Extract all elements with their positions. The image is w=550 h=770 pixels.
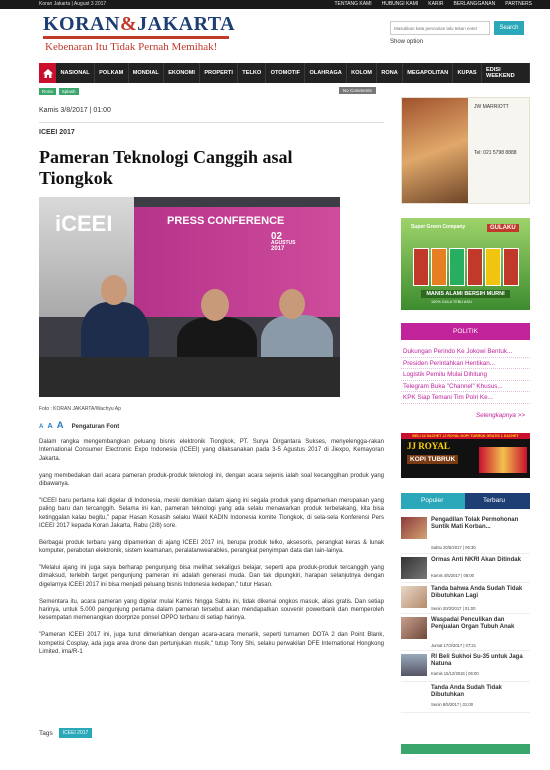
ad-gulaku[interactable] bbox=[401, 218, 530, 310]
nav-nasional[interactable]: NASIONAL bbox=[56, 63, 95, 83]
article-paragraph: Sementara itu, acara pameran yang digelar mulai Kamis hingga Sabtu ini, tidak dikenai ongkos masuk, alias gratis. Dan setiap harinya, untuk 5.000 pengunjung pertama dalam pameran tersebut akan mendapatkan souvenir powerbank dan memperoleh kesempatan memenangkan doorprize ponsel OPPO terbaru di setiap harinya. bbox=[39, 598, 384, 622]
list-item-date: Jumat 17/3/2017 | 07:21 bbox=[431, 643, 477, 648]
photo-person-right-head bbox=[279, 289, 305, 319]
nav-properti[interactable]: PROPERTI bbox=[200, 63, 238, 83]
ad-jj-royal[interactable] bbox=[401, 433, 530, 478]
nav-polkam[interactable]: POLKAM bbox=[95, 63, 129, 83]
nav-kupas[interactable]: KUPAS bbox=[453, 63, 482, 83]
ad-package bbox=[485, 248, 501, 286]
font-size-medium-button[interactable]: A bbox=[47, 421, 53, 430]
article-kicker: ICEEI 2017 bbox=[39, 129, 75, 136]
politik-list bbox=[401, 346, 530, 404]
thumbnail bbox=[401, 586, 427, 608]
list-item-title: Pengadilan Tolak Permohonan Suntik Mati Korban... bbox=[431, 517, 519, 530]
top-link-hubungi-kami[interactable]: HUBUNGI KAMI bbox=[381, 1, 419, 7]
search-input[interactable] bbox=[390, 21, 490, 35]
ad-telephone: Tel: 021 5798 8888 bbox=[474, 150, 517, 156]
ad-package bbox=[413, 248, 429, 286]
tab-terbaru[interactable]: Terbaru bbox=[465, 493, 530, 509]
list-item[interactable] bbox=[401, 514, 530, 554]
nav-ekonomi[interactable]: EKONOMI bbox=[164, 63, 200, 83]
ad-brand-super-green: Super Green Company bbox=[411, 224, 466, 230]
ad-brand: JW MARRIOTT bbox=[474, 104, 509, 110]
list-item-date: Sabtu 20/5/2017 | 06:30 bbox=[431, 545, 476, 550]
politik-item[interactable]: Telegram Buka "Channel" Khusus... bbox=[401, 381, 530, 393]
ad-product-image bbox=[479, 447, 527, 473]
list-item-date: Kamis 15/12/2016 | 06:00 bbox=[431, 671, 479, 676]
list-item[interactable] bbox=[401, 554, 530, 583]
article-paragraph: "ICEEI baru pertama kali digelar di Indonesia, meski demikian dalam ajang ini segala produk yang dipamerkan merupakan yang paling baru dan tercanggih. Selama ini kan, pameran teknologi yang ada selalu menawarkan produk terbelakang, kita bisa ketinggalan kalau begitu," papar Hasan Kosasih selaku Wakil KADIN Indonesia komite Tiongkok, di sela-sela Konferensi Pers ICEEI 2017 kepada Koran Jakarta, Rabu (2/8) sore. bbox=[39, 497, 384, 530]
nav-telko[interactable]: TELKO bbox=[238, 63, 266, 83]
top-bar-links bbox=[324, 1, 532, 7]
breadcrumb bbox=[39, 88, 82, 95]
site-logo[interactable] bbox=[43, 13, 243, 59]
ad-product-name: KOPI TUBRUK bbox=[407, 455, 458, 464]
show-option-link[interactable]: Show option bbox=[390, 39, 424, 45]
selengkapnya-link[interactable]: Selengkapnya >> bbox=[476, 412, 526, 419]
nav-kolom[interactable]: KOLOM bbox=[347, 63, 377, 83]
photo-date-year: 2017 bbox=[271, 246, 285, 252]
nav-otomotif[interactable]: OTOMOTIF bbox=[266, 63, 305, 83]
ad-package bbox=[431, 248, 447, 286]
article-body bbox=[39, 438, 384, 665]
logo-underline bbox=[43, 36, 229, 39]
photo-iceei-logo: iCEEI bbox=[55, 211, 113, 236]
ad-crowd-photo bbox=[402, 98, 468, 204]
ad-package bbox=[467, 248, 483, 286]
top-link-karir[interactable]: KARIR bbox=[428, 1, 444, 7]
site-tagline: Kebenaran Itu Tidak Pernah Memihak! bbox=[45, 41, 218, 53]
list-item-title: Tanda Anda Sudah Tidak Dibutuhkan bbox=[431, 685, 502, 698]
ad-brand-gulaku: GULAKU bbox=[487, 224, 519, 232]
nav-olahraga[interactable]: OLAHRAGA bbox=[305, 63, 347, 83]
home-icon bbox=[43, 69, 53, 78]
article-paragraph: Dalam rangka mengembangkan peluang bisnis elektronik Tiongkok, PT. Surya Dirgantara Sukses, menyelengga-rakan International Consumer Electronic Expo Indonesia (ICEEI) yang dilaksanakan pada 3-5 Agustus 2017 di Jiexpo, Kemayoran Jakarta. bbox=[39, 439, 384, 462]
politik-item[interactable]: Logistik Pemilu Mulai Dihitung bbox=[401, 369, 530, 381]
thumbnail bbox=[401, 617, 427, 639]
article-paragraph: Berbagai produk terbaru yang dipamerkan di ajang ICEEI 2017 ini, berupa produk telko, aksesoris, perangkat keras & lunak komputer, perabotan elektronik, sistem keamanan, peralatanwearables, perangkat penyimpan data dan lain-lainya. bbox=[39, 539, 384, 555]
thumbnail bbox=[401, 685, 427, 707]
list-item-date: Kamis 4/5/2017 | 06:00 bbox=[431, 573, 474, 578]
article-paragraph: "Melalui ajang ini juga saya berharap pengunjung bisa melihat sekaligus belajar, seperti apa produk-produk tercanggih yang dimaksud, terlebih target pengunjung pameran ini adalah generasi muda. Dan tak dipungkiri, harapan selanjutnya dengan digelarnya ICEEI 2017 ini bisa menjadi peluang bisnis Indonesia kedepan," tutur Hasan. bbox=[39, 565, 384, 588]
photo-press-date bbox=[271, 231, 295, 252]
home-button[interactable] bbox=[39, 63, 56, 83]
tag-iceei-2017[interactable]: ICEEI 2017 bbox=[59, 728, 93, 738]
list-item-title: RI Beli Sukhoi Su-35 untuk Jaga Natuna bbox=[431, 654, 523, 667]
photo-date-month: AGUSTUS bbox=[271, 240, 296, 246]
top-bar-date: Koran Jakarta | August 3 2017 bbox=[39, 1, 107, 7]
ad-package bbox=[503, 248, 519, 286]
list-item[interactable] bbox=[401, 651, 530, 682]
article-tags bbox=[39, 728, 92, 738]
tab-populer[interactable]: Populer bbox=[401, 493, 465, 509]
article-photo bbox=[39, 197, 340, 397]
logo-word-koran: KORAN bbox=[43, 13, 120, 35]
nav-edisi-weekend[interactable]: EDISI WEEKEND bbox=[482, 63, 530, 83]
list-item-date: Senin 8/5/2017 | 01:00 bbox=[431, 702, 474, 707]
photo-person-left-head bbox=[101, 275, 127, 305]
article-date: Kamis 3/8/2017 | 01:00 bbox=[39, 107, 111, 114]
thumbnail bbox=[401, 654, 427, 676]
top-bar bbox=[0, 0, 550, 9]
logo-text bbox=[43, 13, 243, 36]
nav-megapolitan[interactable]: MEGAPOLITAN bbox=[403, 63, 453, 83]
photo-table bbox=[39, 357, 340, 397]
font-size-large-button[interactable]: A bbox=[56, 420, 64, 431]
font-settings-label: Pengaturan Font bbox=[71, 424, 120, 430]
nav-rona[interactable]: RONA bbox=[377, 63, 403, 83]
ad-package bbox=[449, 248, 465, 286]
ad-brand-jj-royal: JJ ROYAL bbox=[407, 441, 450, 451]
list-item[interactable] bbox=[401, 614, 530, 651]
politik-item[interactable]: Presiden Perintahkan Hentikan... bbox=[401, 358, 530, 370]
ad-jw-marriott[interactable] bbox=[401, 97, 530, 204]
comments-badge[interactable]: No Comments bbox=[339, 87, 376, 94]
photo-press-text: PRESS CONFERENCE bbox=[167, 215, 285, 227]
list-item-date: Senin 20/3/2017 | 01:00 bbox=[431, 606, 476, 611]
search-button[interactable]: Search bbox=[494, 21, 524, 35]
sidebar-footer-bar bbox=[401, 744, 530, 754]
article-paragraph: "Pameran ICEEI 2017 ini, juga turut dimeriahkan dengan acara-acara menarik, seperti turnamen DOTA 2 dan Point Blank, kompetisi Cosplay, ada juga area drone dan pertunjukan musik," tutup Tony Shi, selaku perwakilan DFE International Hongkong Limited. ima/R-1 bbox=[39, 632, 384, 656]
font-size-small-button[interactable]: A bbox=[39, 424, 44, 430]
article-title: Pameran Teknologi Canggih asal Tiongkok bbox=[39, 147, 293, 188]
font-settings bbox=[39, 420, 119, 431]
list-item[interactable] bbox=[401, 583, 530, 614]
list-item[interactable] bbox=[401, 682, 530, 713]
ad-tagline-sub: 100% GULA TEBU ASLI bbox=[431, 300, 473, 304]
top-link-berlangganan[interactable]: BERLANGGANAN bbox=[453, 1, 496, 7]
ad-tagline: MANIS ALAMI BERSIH MURNI bbox=[421, 290, 510, 298]
popular-list bbox=[401, 514, 530, 713]
list-item-title: Ormas Anti NKRI Akan Ditindak bbox=[431, 557, 521, 563]
politik-section-title: POLITIK bbox=[401, 323, 530, 340]
politik-item[interactable]: KPK Siap Temani Tim Polri Ke... bbox=[401, 392, 530, 404]
list-item-title: Tanda bahwa Anda Sudah Tidak Dibutuhkan Lagi bbox=[431, 586, 523, 599]
top-link-tentang-kami[interactable]: TENTANG KAMI bbox=[334, 1, 372, 7]
top-link-partners[interactable]: PARTNERS bbox=[505, 1, 532, 7]
list-item-title: Waspadai Penculikan dan Penjualan Organ Tubuh Anak bbox=[431, 617, 515, 630]
tags-label: Tags bbox=[39, 729, 53, 737]
photo-caption: Foto : KORAN JAKARTA/Wachyu Ap bbox=[39, 406, 121, 412]
logo-word-jakarta: JAKARTA bbox=[137, 13, 236, 35]
popular-tabs bbox=[401, 493, 530, 509]
photo-date-day: 02 bbox=[271, 231, 283, 242]
breadcrumb-rona[interactable]: Rona bbox=[39, 88, 56, 95]
main-nav bbox=[39, 63, 530, 83]
nav-mondial[interactable]: MONDIAL bbox=[129, 63, 164, 83]
logo-ampersand: & bbox=[119, 13, 138, 35]
divider bbox=[39, 122, 384, 123]
thumbnail bbox=[401, 557, 427, 579]
politik-item[interactable]: Dukungan Perindo Ke Jokowi Bentuk... bbox=[401, 346, 530, 358]
article-paragraph: yang membedakan dari acara pameran produk-produk teknologi ini, dengan acara sejenis ialah soal kecanggihan produk yang dibawanya. bbox=[39, 472, 384, 488]
breadcrumb-splash[interactable]: Splash bbox=[59, 88, 79, 95]
photo-person-center-head bbox=[201, 289, 229, 321]
thumbnail bbox=[401, 517, 427, 539]
ad-promo-text: BELI 24 SACHET JJ ROYAL KOPI TUBRUK GRATIS 1 SACHET bbox=[401, 433, 530, 439]
